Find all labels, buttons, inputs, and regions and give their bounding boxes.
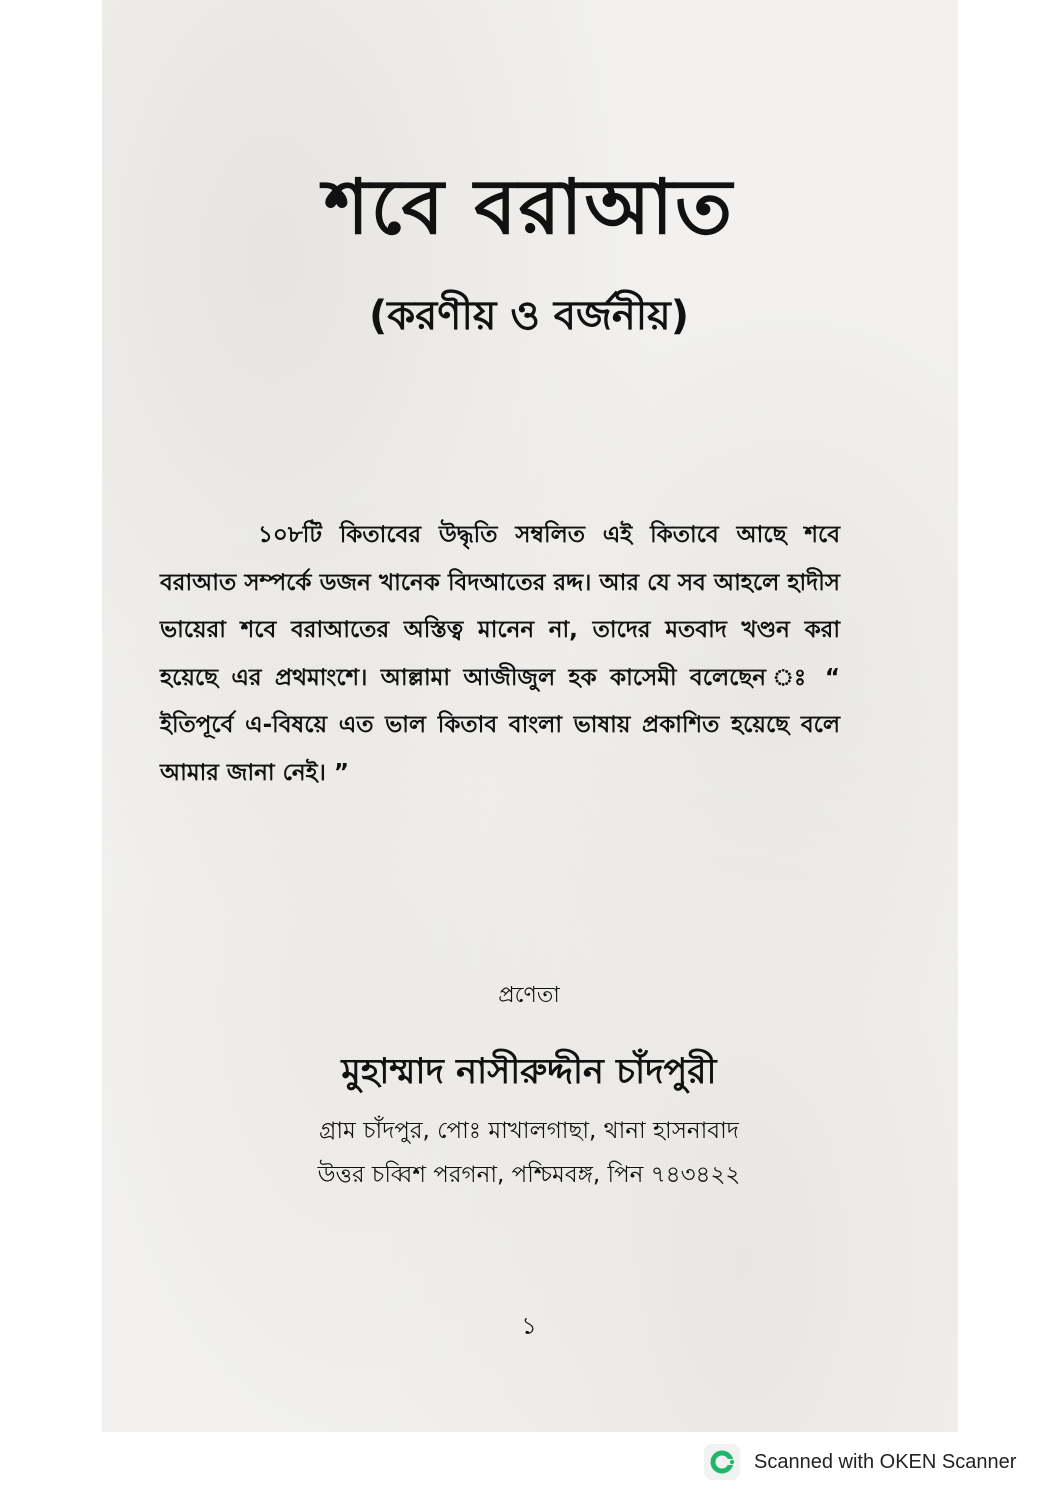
author-address-line-2: উত্তর চব্বিশ পরগনা, পশ্চিমবঙ্গ, পিন ৭৪৩৪২২ xyxy=(317,1162,741,1188)
book-subtitle: (করণীয় ও বর্জনীয়) xyxy=(369,293,689,339)
page-number: ১ xyxy=(521,1312,537,1340)
author-address-line-1: গ্রাম চাঁদপুর, পোঃ মাখালগাছা, থানা হাসনাবাদ xyxy=(319,1118,739,1144)
book-title: শবে বরাআত xyxy=(323,162,735,251)
scanner-watermark-text: Scanned with OKEN Scanner xyxy=(754,1450,1017,1473)
book-blurb xyxy=(160,512,840,797)
scanner-watermark xyxy=(704,1438,1016,1486)
author-name: মুহাম্মাদ নাসীরুদ্দীন চাঁদপুরী xyxy=(341,1052,717,1092)
author-label: প্রণেতা xyxy=(498,983,560,1008)
blurb-paragraph: ১০৮টি কিতাবের উদ্ধৃতি সম্বলিত এই কিতাবে আছে শবে বরাআত সম্পর্কে ডজন খানেক বিদআতের রদ্দ। আর যে সব আহলে হাদীস ভায়েরা শবে বরাআতের অস্তিত্ব মানেন না, তাদের মতবাদ খণ্ডন করা হয়েছে এর প্রথমাংশে। আল্লামা আজীজুল হক কাসেমী বলেছেন ঃ “ ইতিপূর্বে এ-বিষয়ে এত ভাল কিতাব বাংলা ভাষায় প্রকাশিত হয়েছে বলে আমার জানা নেই। ” xyxy=(160,522,840,786)
oken-scanner-logo-icon xyxy=(704,1444,740,1480)
